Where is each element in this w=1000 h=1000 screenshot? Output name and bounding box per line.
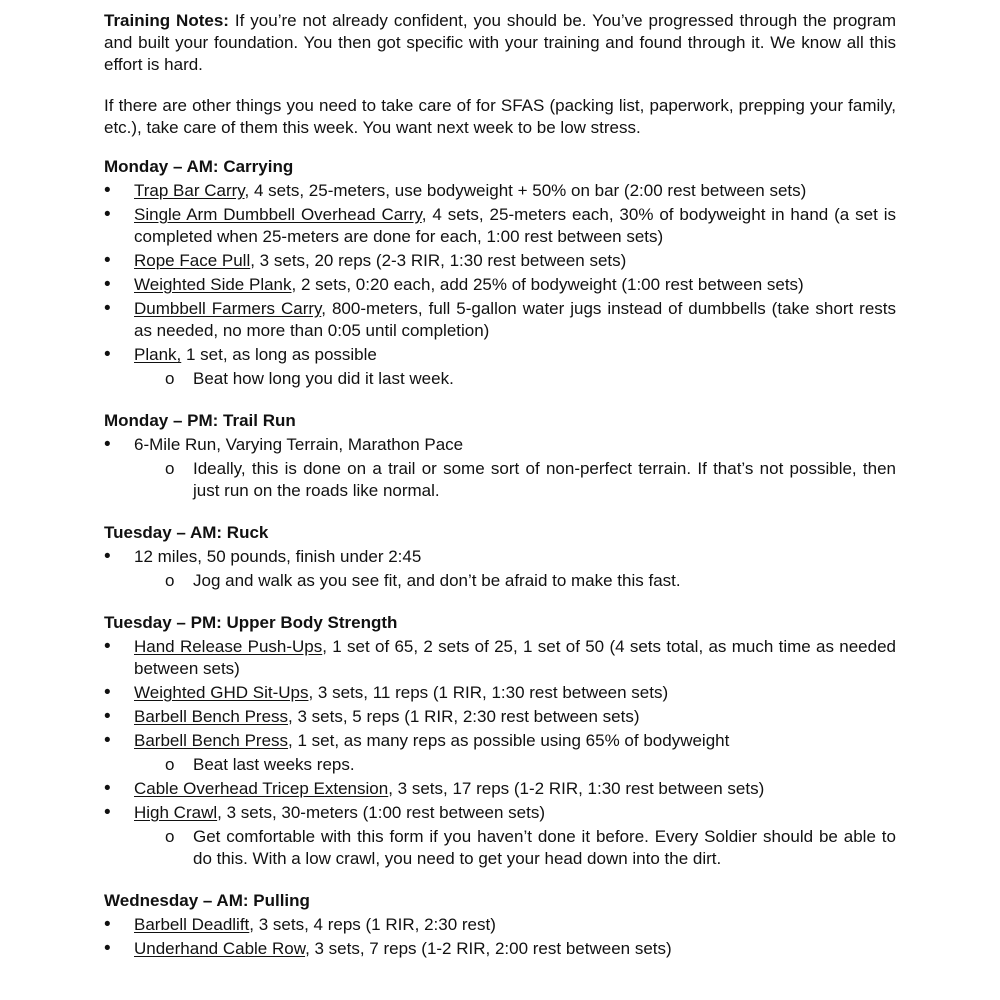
exercise-link[interactable]: Cable Overhead Tricep Extension (134, 779, 389, 798)
exercise-details: , 1 set, as many reps as possible using 65% of bodyweight (288, 731, 730, 750)
exercise-details: , 3 sets, 30-meters (1:00 rest between sets) (217, 803, 546, 822)
section-wednesday-am (104, 890, 896, 960)
exercise-link[interactable]: Barbell Bench Press (134, 731, 289, 750)
exercise-details: , 2 sets, 0:20 each, add 25% of bodyweight (1:00 rest between sets) (291, 275, 804, 294)
list-item (104, 636, 896, 680)
exercise-link[interactable]: Rope Face Pull (134, 251, 251, 270)
sfas-prep-paragraph: If there are other things you need to take care of for SFAS (packing list, paperwork, prepping your family, etc.), take care of them this week. You want next week to be low stress. (104, 96, 896, 137)
list-item (104, 434, 896, 502)
exercise-details: , 3 sets, 4 reps (1 RIR, 2:30 rest) (249, 915, 496, 934)
training-notes-text: If you’re not already confident, you should be. You’ve progressed through the program and built your foundation. You then got specific with your training and found through it. We know all this effort is hard. (104, 11, 897, 74)
exercise-link[interactable]: Plank, (134, 345, 182, 364)
exercise-details: 12 miles, 50 pounds, finish under 2:45 (134, 547, 422, 566)
exercise-details: , 4 sets, 25-meters each, 30% of bodyweight in hand (a set is completed when 25-meters are done for each, 1:00 rest between sets) (134, 205, 896, 246)
list-item (104, 298, 896, 342)
section-heading: Monday – AM: Carrying (104, 157, 294, 176)
sub-item: o Jog and walk as you see fit, and don’t be afraid to make this fast. (134, 570, 896, 592)
list-item (104, 546, 896, 592)
exercise-details: , 3 sets, 20 reps (2-3 RIR, 1:30 rest between sets) (250, 251, 627, 270)
sub-list (134, 458, 896, 502)
section-tuesday-am (104, 522, 896, 592)
section-heading: Monday – PM: Trail Run (104, 411, 296, 430)
sub-item: o Beat how long you did it last week. (134, 368, 896, 390)
exercise-list (104, 546, 896, 592)
list-item (104, 778, 896, 800)
list-item (104, 682, 896, 704)
exercise-list (104, 914, 896, 960)
exercise-link[interactable]: Barbell Deadlift (134, 915, 250, 934)
section-tuesday-pm (104, 612, 896, 870)
training-notes-paragraph (104, 10, 896, 76)
exercise-link[interactable]: Weighted Side Plank (134, 275, 292, 294)
list-item (104, 274, 896, 296)
section-heading: Tuesday – PM: Upper Body Strength (104, 613, 398, 632)
section-heading: Tuesday – AM: Ruck (104, 523, 269, 542)
sub-item: o Get comfortable with this form if you haven’t done it before. Every Soldier should be able to do this. With a low crawl, you need to get your head down into the dirt. (134, 826, 896, 870)
list-item (104, 180, 896, 202)
exercise-link[interactable]: Hand Release Push-Ups (134, 637, 323, 656)
list-item (104, 250, 896, 272)
exercise-details: , 800-meters, full 5-gallon water jugs instead of dumbbells (take short rests as needed, no more than 0:05 until completion) (134, 299, 897, 340)
exercise-link[interactable]: Trap Bar Carry (134, 181, 245, 200)
list-item (104, 914, 896, 936)
exercise-details: , 3 sets, 7 reps (1-2 RIR, 2:00 rest between sets) (305, 939, 672, 958)
list-item (104, 938, 896, 960)
list-item (104, 730, 896, 776)
section-monday-pm (104, 410, 896, 502)
section-monday-am (104, 156, 896, 390)
exercise-list (104, 434, 896, 502)
sub-item: o Ideally, this is done on a trail or some sort of non-perfect terrain. If that’s not possible, then just run on the roads like normal. (134, 458, 896, 502)
exercise-link[interactable]: Weighted GHD Sit-Ups (134, 683, 309, 702)
sub-list (134, 570, 896, 592)
exercise-details: , 4 sets, 25-meters, use bodyweight + 50% on bar (2:00 rest between sets) (244, 181, 807, 200)
section-heading: Wednesday – AM: Pulling (104, 891, 310, 910)
training-notes-label: Training Notes: (104, 11, 229, 30)
exercise-details: , 3 sets, 5 reps (1 RIR, 2:30 rest between sets) (288, 707, 640, 726)
exercise-details: 1 set, as long as possible (181, 345, 377, 364)
exercise-link[interactable]: Single Arm Dumbbell Overhead Carry (134, 205, 422, 224)
exercise-details: , 1 set of 65, 2 sets of 25, 1 set of 50 (4 sets total, as much time as needed between sets) (134, 637, 896, 678)
exercise-details: , 3 sets, 11 reps (1 RIR, 1:30 rest between sets) (308, 683, 669, 702)
exercise-list (104, 636, 896, 870)
document-page (104, 10, 896, 960)
list-item (104, 802, 896, 870)
list-item (104, 706, 896, 728)
sub-list (134, 826, 896, 870)
exercise-details: 6-Mile Run, Varying Terrain, Marathon Pace (134, 435, 464, 454)
list-item (104, 204, 896, 248)
exercise-details: , 3 sets, 17 reps (1-2 RIR, 1:30 rest between sets) (388, 779, 765, 798)
exercise-link[interactable]: Underhand Cable Row (134, 939, 306, 958)
sub-list (134, 368, 896, 390)
exercise-link[interactable]: Barbell Bench Press (134, 707, 289, 726)
sub-list (134, 754, 896, 776)
sub-item: o Beat last weeks reps. (134, 754, 896, 776)
exercise-link[interactable]: Dumbbell Farmers Carry (134, 299, 322, 318)
exercise-list (104, 180, 896, 390)
list-item (104, 344, 896, 390)
exercise-link[interactable]: High Crawl (134, 803, 218, 822)
